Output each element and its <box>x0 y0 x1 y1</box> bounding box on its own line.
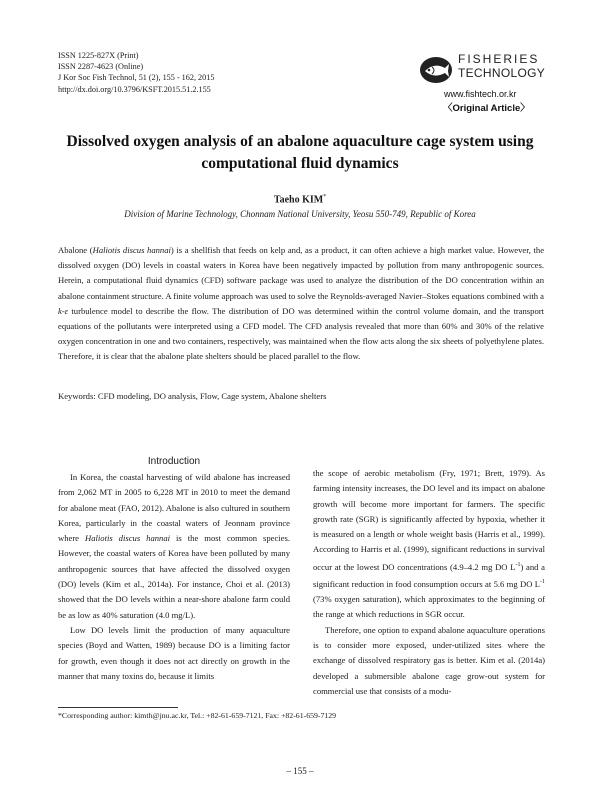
footnote-divider <box>58 707 178 708</box>
logo-text-technology: TECHNOLOGY <box>458 66 546 80</box>
author-name <box>0 194 600 205</box>
issn-online: ISSN 2287-4623 (Online) <box>58 62 144 72</box>
keywords: Keywords: CFD modeling, DO analysis, Flow, Cage system, Abalone shelters <box>58 391 327 401</box>
corresponding-footnote: *Corresponding author: kimth@jnu.ac.kr, Tel.: +82-61-659-7121, Fax: +82-61-659-7129 <box>58 711 337 720</box>
corresponding-mark: * <box>323 194 327 200</box>
journal-logo <box>418 52 550 88</box>
intro-paragraph-1: In Korea, the coastal harvesting of wild abalone has increased from 2,062 MT in 2005 to 6,228 MT in 2010 to meet the demand for abalone meat (FAO, 2012). Abalone is also cultured in southern Korea, particularly in the coastal waters of Jeonnam province where Haliotis discus hannai is the most common species. However, the coastal waters of Korea have been polluted by many anthropogenic sources that have affected the dissolved oxygen (DO) levels (Kim et al., 2014a). For instance, Choi et al. (2013) showed that the DO levels within a near-shore abalone farm could be as low as 40% saturation (4.0 mg/L). <box>58 472 290 620</box>
doi-link[interactable]: http://dx.doi.org/10.3796/KSFT.2015.51.2.155 <box>58 84 211 94</box>
journal-citation: J Kor Soc Fish Technol, 51 (2), 155 - 162, 2015 <box>58 73 215 83</box>
intro-paragraph-3: the scope of aerobic metabolism (Fry, 1971; Brett, 1979). As farming intensity increases, the DO level and its impact on abalone growth will become more important for farmers. The specific growth rate (SGR) is significantly affected by hypoxia, whether it is measured on a length or whole weight basis (Harris et al., 1999). According to Harris et al. (1999), significant reductions in survival occur at the lowest DO concentrations (4.9–4.2 mg DO $L^{-1}$) and a significant reduction in food consumption occurs at 5.6 mg DO $L^{-1}$ (73% oxygen saturation), which approximates to the beginning of the range at which reductions in SGR occur. <box>313 468 545 620</box>
author-affiliation: Division of Marine Technology, Chonnam National University, Yeosu 550-749, Republic of Korea <box>124 209 476 219</box>
article-type: 〈Original Article〉 <box>443 103 530 114</box>
section-heading-introduction: Introduction <box>147 456 201 467</box>
right-column <box>313 466 545 699</box>
left-column <box>58 470 290 684</box>
paper-title: Dissolved oxygen analysis of an abalone aquaculture cage system using computational fluid dynamics <box>66 133 534 172</box>
intro-paragraph-2: Low DO levels limit the production of many aquaculture species (Boyd and Watten, 1989) because DO is a limiting factor for growth, even though it does not act directly on growth in the manner that many toxins do, because it limits <box>58 624 290 681</box>
abstract: Abalone (Haliotis discus hannai) is a shellfish that feeds on kelp and, as a product, it can often achieve a high market value. However, the dissolved oxygen (DO) levels in coastal waters in Korea have been negatively impacted by pollution from many anthropogenic sources. Herein, a computational fluid dynamics (CFD) software package was used to analyze the distribution of the DO concentration within an abalone containment structure. A finite volume approach was used to solve the Reynolds-averaged Navier–Stokes equations combined with a k-ε turbulence model to describe the flow. The distribution of DO was determined within the control volume domain, and the transport equations of the pollutants were interpreted using a CFD model. The CFD analysis revealed that more than 60% and 30% of the relative oxygen concentration in one and two containers, respectively, was maintained when the flow acts along the six sheets of polyethylene plates. Therefore, it is clear that the abalone plate shelters should be placed parallel to the flow. <box>58 245 545 362</box>
intro-paragraph-4: Therefore, one option to expand abalone aquaculture operations is to consider more exposed, under-utilized sites where the exchange of dissolved respiratory gas is better. Kim et al. (2014a) developed a submersible abalone cage grow-out system for commercial use that consists of a modu- <box>313 624 545 696</box>
species-name: Haliotis discus hannai <box>92 245 171 255</box>
logo-text-fisheries: FISHERIES <box>458 52 540 66</box>
journal-website[interactable]: www.fishtech.or.kr <box>444 89 517 99</box>
turbulence-model: k-ε <box>58 305 69 316</box>
page-number: – 155 – <box>286 766 314 776</box>
issn-print: ISSN 1225-827X (Print) <box>58 51 139 60</box>
fish-logo-icon <box>418 54 454 86</box>
journal-metadata <box>58 50 214 95</box>
author-name-text: Taeho KIM <box>273 194 324 206</box>
